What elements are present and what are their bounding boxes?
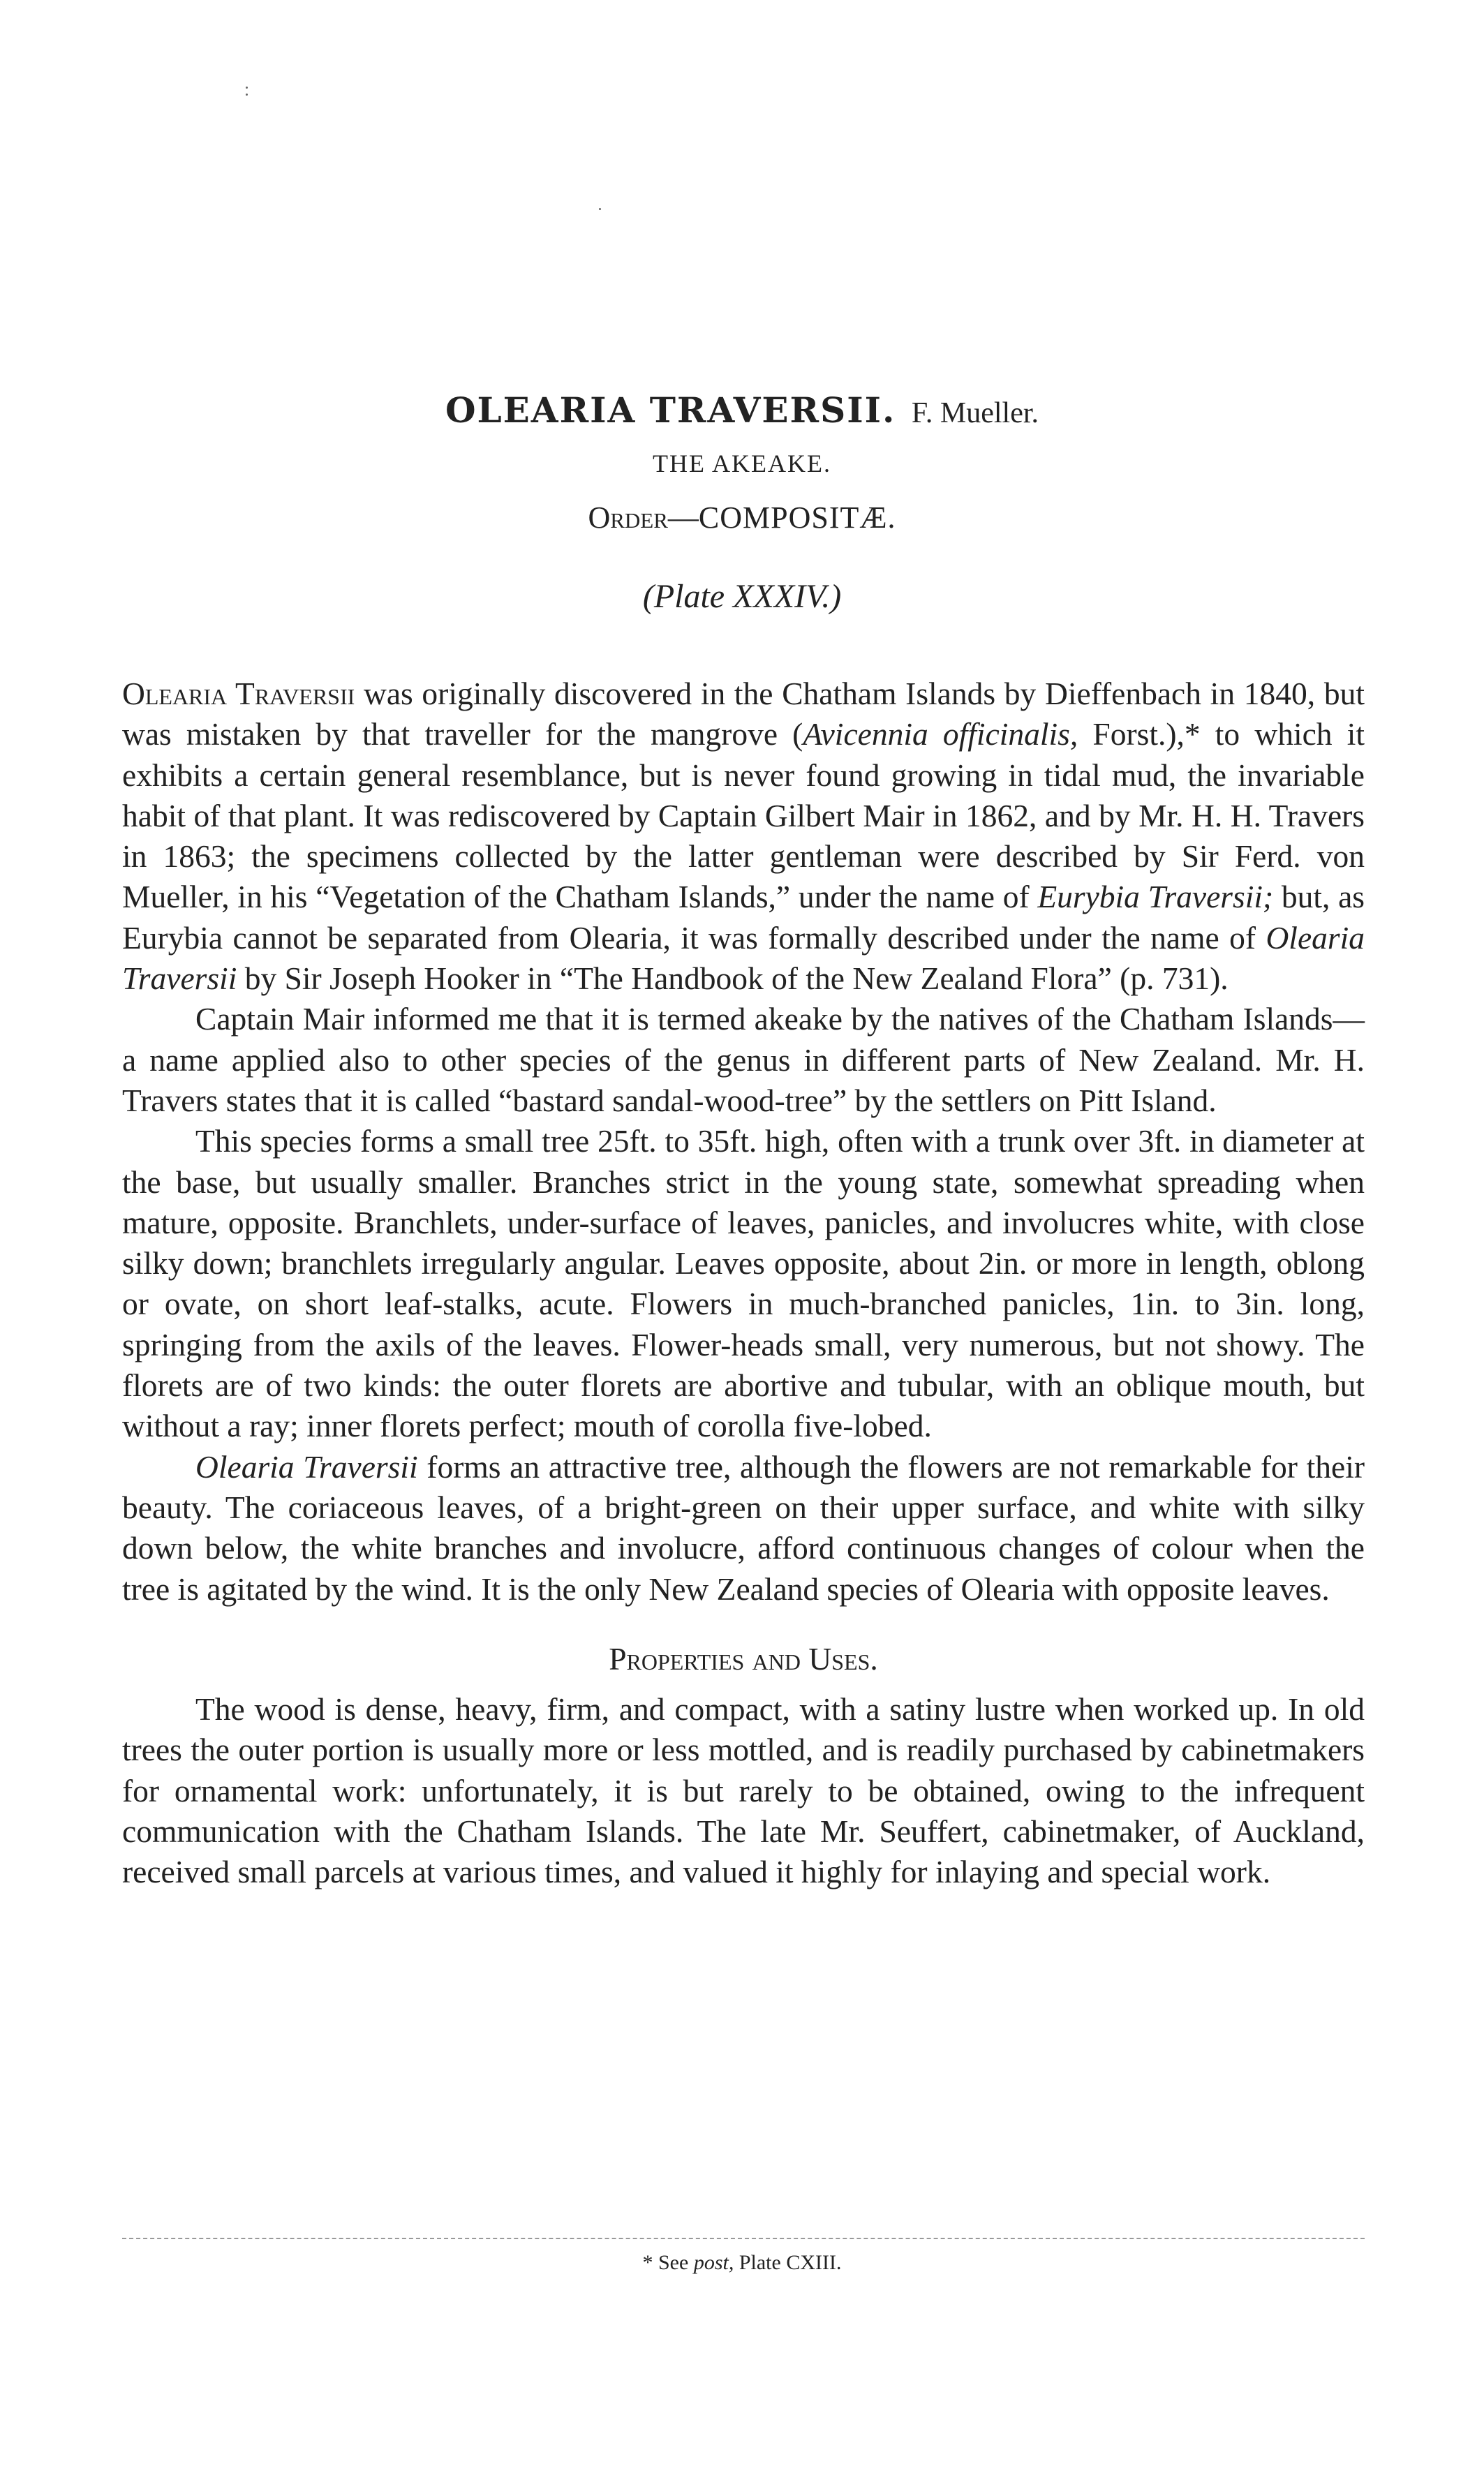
footnote [0, 2249, 1484, 2277]
article-body [122, 674, 1365, 1893]
footnote-divider [122, 2238, 1365, 2239]
footnote-suffix: Plate CXIII. [734, 2251, 842, 2274]
section-heading: Properties and Uses. [609, 1640, 878, 1677]
ink-speck [246, 94, 248, 96]
italic-run: Olearia Traversii [195, 1448, 418, 1485]
italic-run: Eurybia Traversii; [1037, 879, 1274, 915]
species-heading [0, 383, 1484, 441]
order-label: Order— [588, 500, 699, 535]
ink-speck [246, 87, 248, 89]
plate-reference: (Plate XXXIV.) [642, 578, 842, 615]
text-run: Forst.),* to which it exhibits a certain general resemblance, but is never found growing in tidal mud, the invariable habit of that plant. It was rediscovered by Captain Gilbert Mair in 1862, and by Mr. H. H. Travers in 1863; the specimens collected by the latter gentleman were described by Sir Ferd. von Mueller, in his “Vegetation of the Chatham Islands,” under the name of [122, 716, 1365, 915]
paragraph-4 [122, 1447, 1365, 1610]
text-run: but, as Eurybia cannot be separated from Olearia, it was formally described under the name of [122, 879, 1365, 956]
paragraph-3: This species forms a small tree 25ft. to 35ft. high, often with a trunk over 3ft. in diameter at the base, but usually smaller. Branches strict in the young state, somewhat spreading when mature, opposite. Branchlets, under-surface of leaves, panicles, and involucres white, with close silky down; branchlets irregularly angular. Leaves opposite, about 2in. or more in length, oblong or ovate, on short leaf-stalks, acute. Flowers in much-branched panicles, 1in. to 3in. long, springing from the axils of the leaves. Flower-heads small, very numerous, but not showy. The florets are of two kinds: the outer florets are abortive and tubular, with an oblique mouth, but without a ray; inner florets perfect; mouth of corolla five-lobed. [122, 1123, 1365, 1444]
ink-speck [599, 208, 601, 210]
paragraph-2: Captain Mair informed me that it is termed akeake by the natives of the Chatham Islands—a name applied also to other species of the genus in different parts of New Zealand. Mr. H. Travers states that it is called “bastard sandal-wood-tree” by the settlers on Pitt Island. [122, 1001, 1365, 1118]
species-author: F. Mueller. [911, 397, 1039, 429]
footnote-prefix: * See [642, 2251, 694, 2274]
italic-run: Avicennia officinalis, [803, 716, 1078, 752]
order-line [0, 496, 1484, 540]
species-title: OLEARIA TRAVERSII. [445, 389, 896, 431]
text-run: by Sir Joseph Hooker in “The Handbook of the New Zealand Flora” (p. 731). [237, 960, 1229, 997]
order-name: COMPOSITÆ. [698, 500, 896, 535]
lead-words: Olearia Traversii [122, 676, 355, 711]
paragraph-1 [122, 674, 1365, 999]
italic-run: Olearia Traversii [122, 919, 1365, 997]
footnote-italic: post, [693, 2251, 734, 2274]
text-run: was originally discovered in the Chatham Islands by Dieffenbach in 1840, but was mistaken by that traveller for the mangrove ( [122, 676, 1365, 752]
common-name: THE AKEAKE. [653, 450, 831, 477]
paragraph-5: The wood is dense, heavy, firm, and compact, with a satiny lustre when worked up. In old trees the outer portion is usually more or less mottled, and is readily purchased by cabinetmakers for ornamental work: unfortunately, it is but rarely to be obtained, owing to the infrequent communication with the Chatham Islands. The late Mr. Seuffert, cabinetmaker, of Auckland, received small parcels at various times, and valued it highly for inlaying and special work. [122, 1691, 1365, 1890]
text-run: forms an attractive tree, although the flowers are not remarkable for their beauty. The coriaceous leaves, of a bright-green on their upper surface, and white with silky down below, the white branches and involucre, afford continuous changes of colour when the tree is agitated by the wind. It is the only New Zealand species of Olearia with opposite leaves. [122, 1448, 1365, 1607]
